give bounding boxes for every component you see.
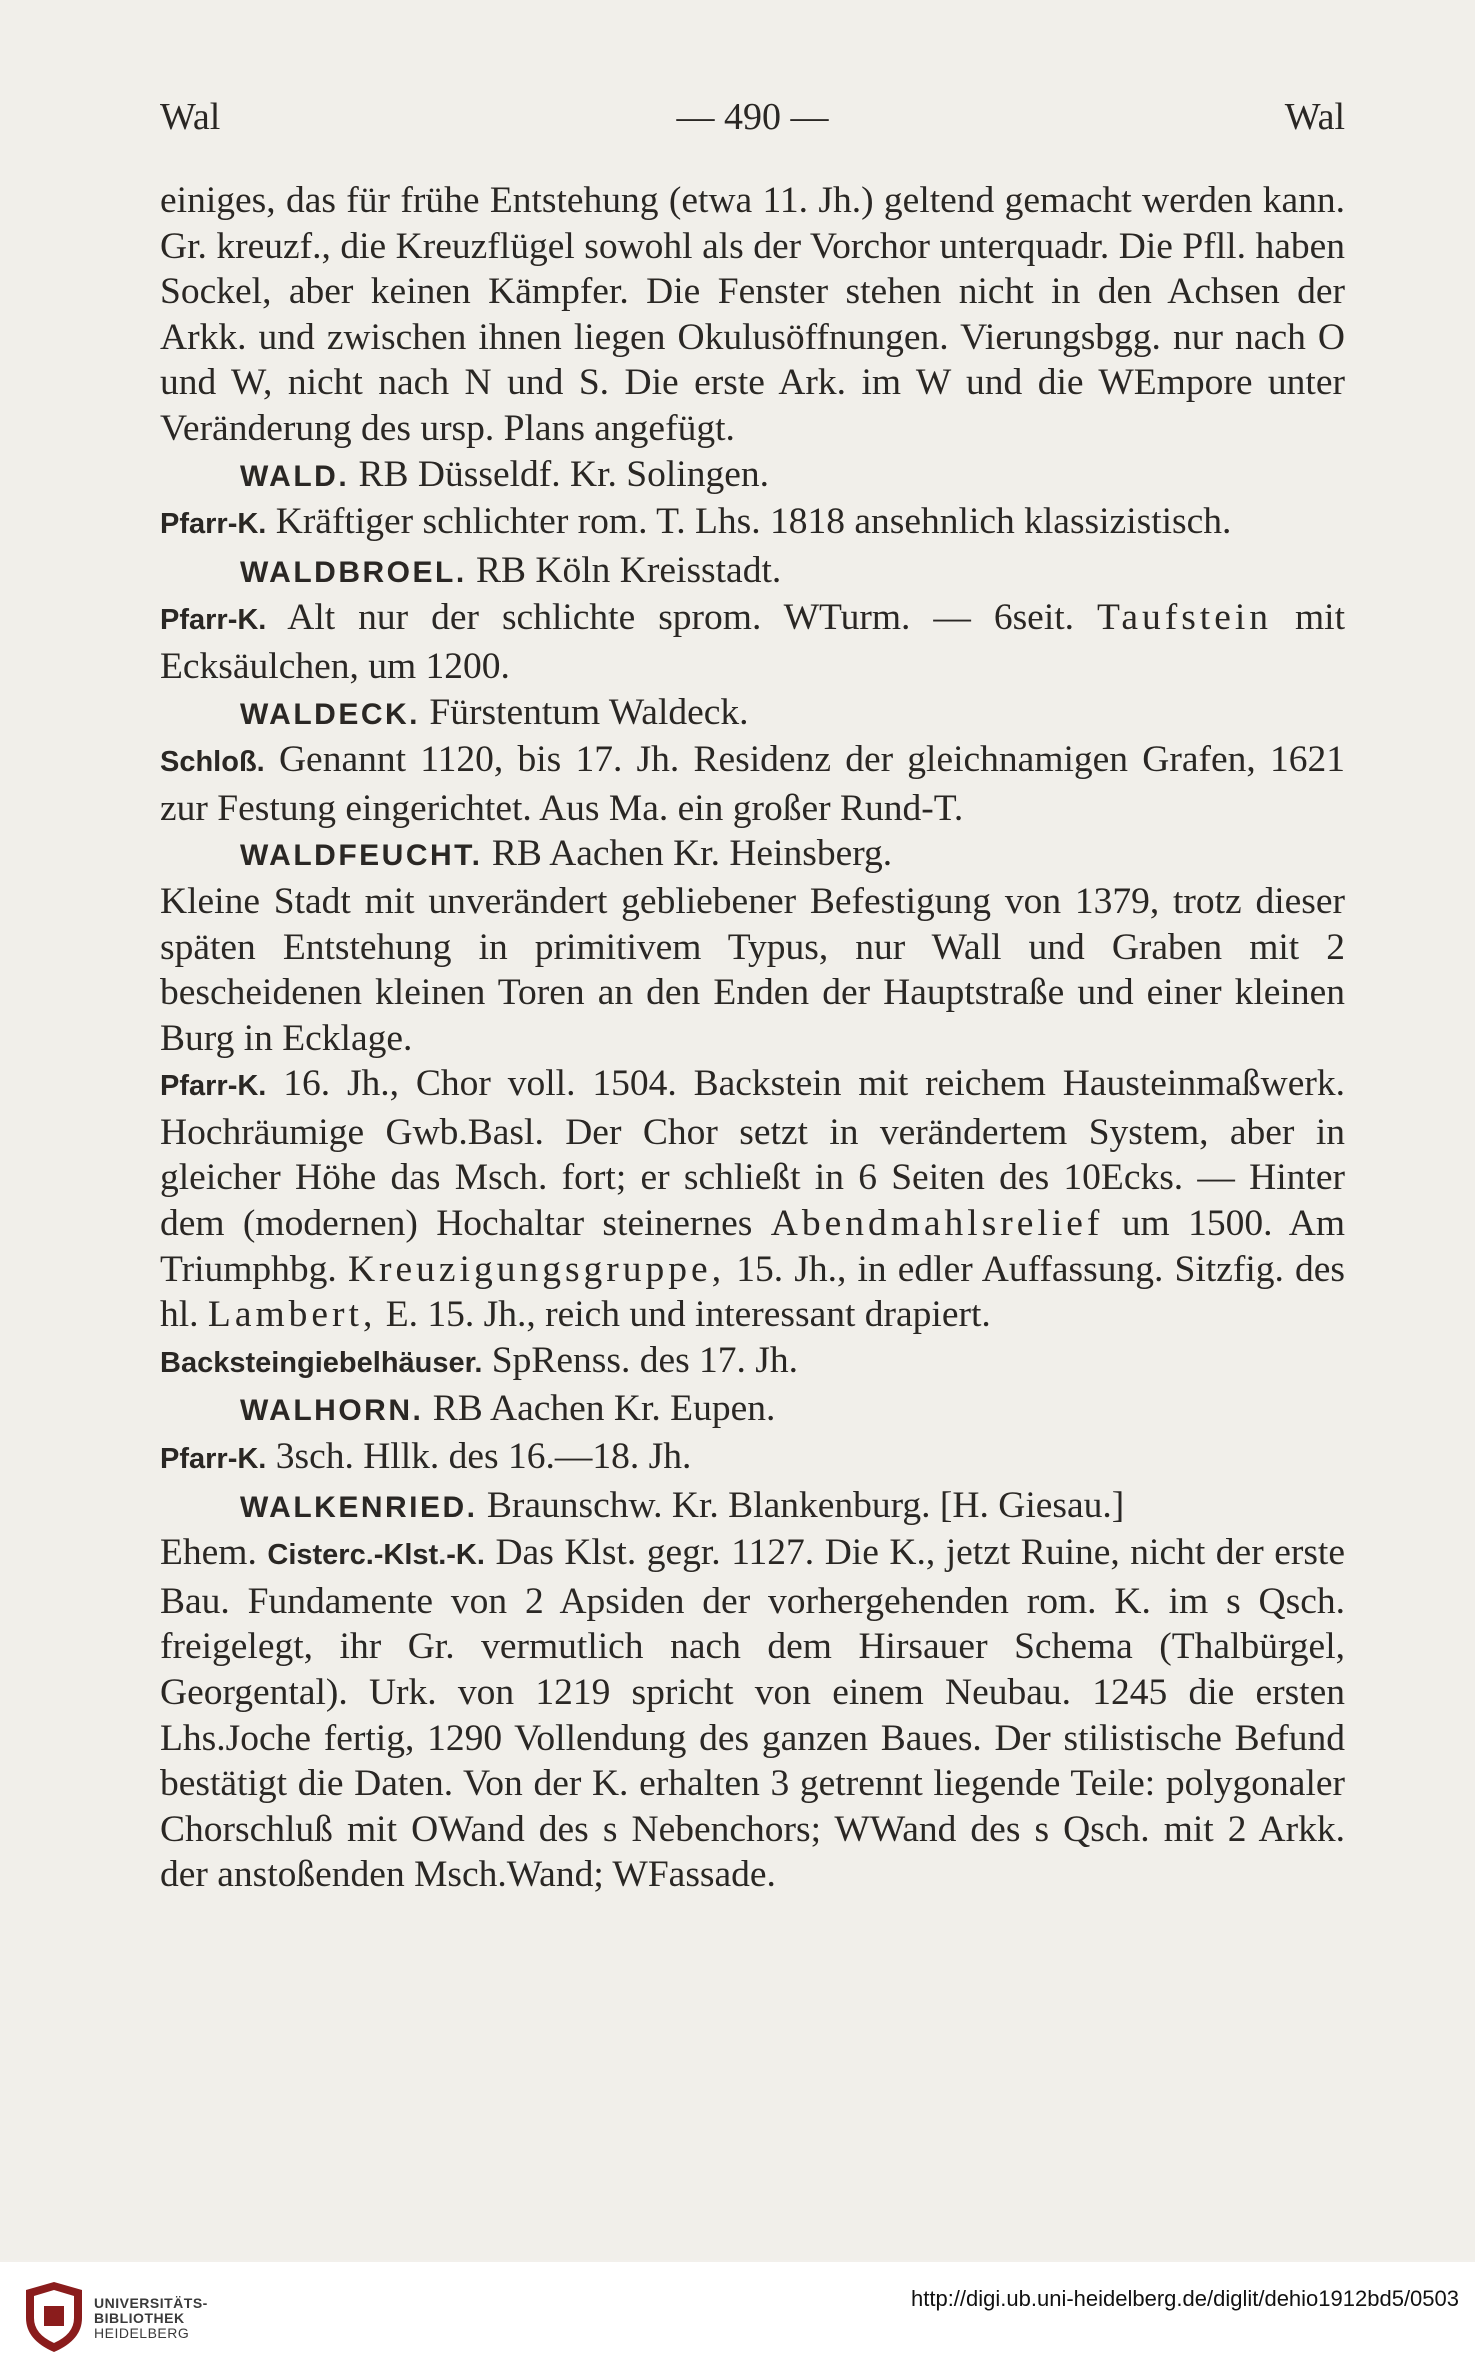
intro-paragraph: einiges, das für frühe Entstehung (etwa 11. Jh.) geltend gemacht werden kann. Gr. kreuzf., die Kreuzflügel sowohl als der Vorchor unterquadr. Die Pfll. haben Sockel, aber keinen Kämpfer. Die Fenster stehen nicht in den Achsen der Arkk. und zwischen ihnen liegen Okulusöffnungen. Vierungsbgg. nur nach O und W, nicht nach N und S. Die erste Ark. im W und die WEmpore unter Veränderung des ursp. Plans angefügt. xyxy=(160,180,1345,449)
section-text: um 1500. Am Triumphbg. xyxy=(160,1203,1345,1290)
header-left-keyword: Wal xyxy=(160,96,221,138)
section-text: Ehem. xyxy=(160,1532,257,1574)
entry-waldfeucht-heading xyxy=(160,831,1345,879)
section-text: 15. Jh., in edler Auffassung. Sitzfig. des hl. xyxy=(160,1248,1345,1336)
entry-name: WALDECK. xyxy=(240,697,420,731)
entry-location: Braunschw. Kr. Blankenburg. [H. Giesau.] xyxy=(486,1484,1125,1526)
section-text: SpRenss. des 17. Jh. xyxy=(491,1339,799,1381)
page-number: — 490 — xyxy=(676,96,829,138)
entry-wald-heading xyxy=(160,452,1345,500)
entry-waldbroel-body xyxy=(160,595,1345,689)
entry-name: WALDBROEL. xyxy=(240,555,467,589)
body-text xyxy=(160,178,1345,1898)
library-name-line: UNIVERSITÄTS- xyxy=(94,2295,208,2311)
entry-walhorn-heading xyxy=(160,1386,1345,1434)
library-name-line: BIBLIOTHEK xyxy=(94,2310,185,2326)
entry-waldfeucht-body xyxy=(160,1061,1345,1338)
entry-walkenried-body xyxy=(160,1530,1345,1898)
entry-location: RB Düsseldf. Kr. Solingen. xyxy=(358,453,769,495)
spaced-term: Abendmahlsrelief xyxy=(770,1203,1104,1245)
entry-location: RB Aachen Kr. Eupen. xyxy=(432,1388,776,1430)
entry-walkenried-heading xyxy=(160,1483,1345,1531)
section-label: Pfarr-K. xyxy=(160,1070,267,1103)
entry-name: WALKENRIED. xyxy=(240,1490,478,1524)
section-label: Pfarr-K. xyxy=(160,604,267,637)
entry-waldeck-heading xyxy=(160,690,1345,738)
entry-waldeck-body xyxy=(160,737,1345,831)
entry-waldbroel-heading xyxy=(160,548,1345,596)
section-label: Schloß. xyxy=(160,746,265,779)
section-label: Backsteingiebelhäuser. xyxy=(160,1346,483,1379)
library-name xyxy=(94,2296,208,2341)
entry-wald-body xyxy=(160,499,1345,548)
section-text: Das Klst. gegr. 1127. Die K., jetzt Ruine, nicht der erste Bau. Fundamente von 2 Apsiden der vorhergehenden rom. K. im s Qsch. freigelegt, ihr Gr. vermutlich nach dem Hirsauer Schema (Thalbürgel, Georgental). Urk. von 1219 spricht von einem Neubau. 1245 die ersten Lhs.Joche fertig, 1290 Vollendung des ganzen Baues. Der stilistische Befund bestätigt die Daten. Von der K. erhalten 3 getrennt liegende Teile: polygonaler Chorschluß mit OWand des s Nebenchors; WWand des s Qsch. mit 2 Arkk. der anstoßenden Msch.Wand; WFassade. xyxy=(160,1532,1345,1896)
section-text: Kräftiger schlichter rom. T. Lhs. 1818 ansehnlich klassizistisch. xyxy=(275,501,1232,543)
section-label: Cisterc.-Klst.-K. xyxy=(267,1539,485,1572)
spaced-term: Taufstein xyxy=(1097,597,1273,639)
section-label: Pfarr-K. xyxy=(160,1443,267,1476)
entry-location: Fürstentum Waldeck. xyxy=(429,691,749,733)
spaced-term: Kreuzigungsgruppe, xyxy=(347,1248,726,1290)
library-name-line: HEIDELBERG xyxy=(94,2325,190,2341)
entry-name: WALHORN. xyxy=(240,1394,424,1428)
entry-name: WALD. xyxy=(240,459,350,493)
source-url-link[interactable]: http://digi.ub.uni-heidelberg.de/diglit/dehio1912bd5/0503 xyxy=(911,2286,1459,2311)
entry-name: WALDFEUCHT. xyxy=(240,839,483,873)
entry-waldfeucht-desc: Kleine Stadt mit unverändert gebliebener Befestigung von 1379, trotz dieser späten Entstehung in primitivem Typus, nur Wall und Graben mit 2 bescheidenen kleinen Toren an den Enden der Hauptstraße und einer kleinen Burg in Ecklage. xyxy=(160,880,1345,1059)
entry-waldfeucht-back xyxy=(160,1338,1345,1387)
section-text: 3sch. Hllk. des 16.—18. Jh. xyxy=(275,1436,692,1478)
header-right-keyword: Wal xyxy=(1284,96,1345,138)
section-text: Genannt 1120, bis 17. Jh. Residenz der gleichnamigen Grafen, 1621 zur Festung eingerichtet. Aus Ma. ein großer Rund-T. xyxy=(160,739,1345,829)
footer-bar xyxy=(0,2262,1475,2375)
section-text: mit Ecksäulchen, um 1200. xyxy=(160,597,1346,687)
section-label: Pfarr-K. xyxy=(160,508,267,541)
running-header xyxy=(160,95,1345,145)
section-text: E. 15. Jh., reich und interessant drapiert. xyxy=(385,1294,991,1336)
entry-location: RB Köln Kreisstadt. xyxy=(476,549,782,591)
spaced-term: Lambert, xyxy=(207,1294,377,1336)
entry-walhorn-body xyxy=(160,1434,1345,1483)
section-text: 16. Jh., Chor voll. 1504. Backstein mit reichem Hausteinmaßwerk. Hochräumige Gwb.Basl. Der Chor setzt in verändertem System, aber in gleicher Höhe das Msch. fort; er schließt in 6 Seiten des 10Ecks. — Hinter dem (modernen) Hochaltar steinernes xyxy=(160,1063,1345,1245)
university-seal-icon xyxy=(22,2280,86,2354)
entry-location: RB Aachen Kr. Heinsberg. xyxy=(491,833,893,875)
section-text: Alt nur der schlichte sprom. WTurm. — 6seit. xyxy=(287,597,1075,639)
